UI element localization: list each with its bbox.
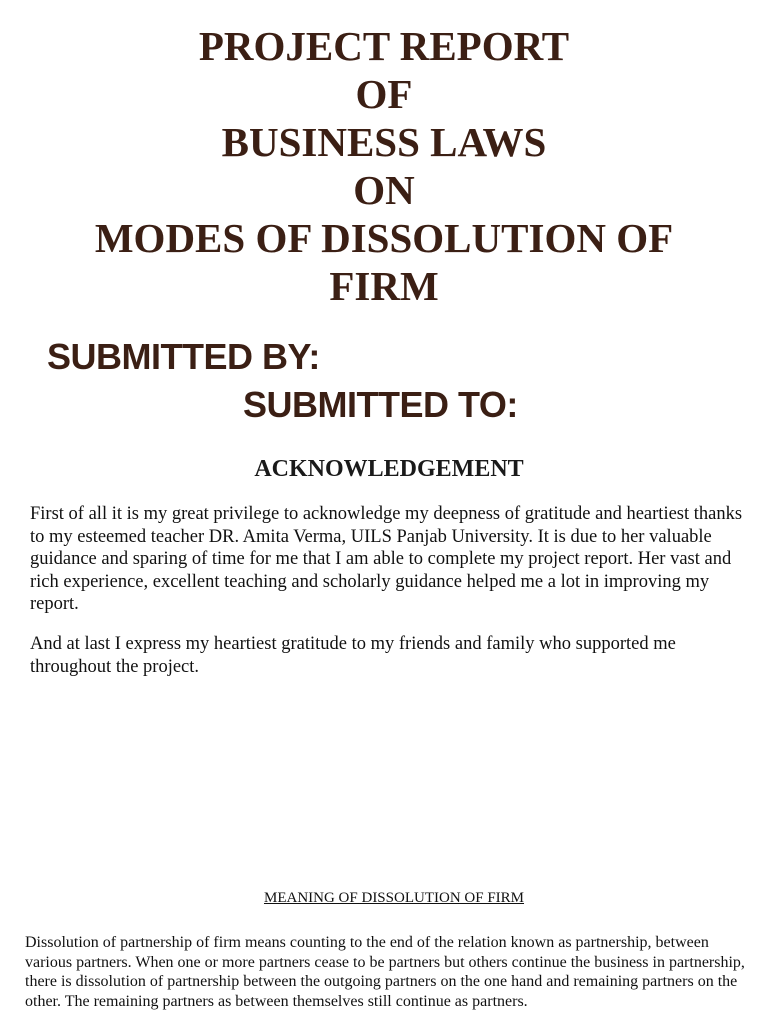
title-line-5: MODES OF DISSOLUTION OF	[94, 215, 674, 261]
meaning-heading: MEANING OF DISSOLUTION OF FIRM	[263, 890, 525, 906]
title-line-1: PROJECT REPORT	[198, 23, 570, 69]
title-line-6: FIRM	[329, 263, 439, 309]
acknowledgement-paragraph-2: And at last I express my heartiest gratitude to my friends and family who supported me throughout the project.	[30, 634, 676, 677]
acknowledgement-paragraph-1: First of all it is my great privilege to acknowledge my deepness of gratitude and heartiest thanks to my esteemed teacher DR. Amita Verma, UILS Panjab University. It is due to her valuable guidance and sparing of time for me that I am able to complete my project report. Her vast and rich experience, excellent teaching and scholarly guidance helped me a lot in improving my report.	[30, 504, 743, 614]
title-line-3: BUSINESS LAWS	[221, 119, 547, 165]
meaning-paragraph: Dissolution of partnership of firm means counting to the end of the relation known as partnership, between various partners. When one or more partners cease to be partners but others continue the business in partnership, there is dissolution of partnership between the outgoing partners on the one hand and remaining partners on the other. The remaining partners as between themselves still continue as partners.	[25, 934, 745, 1010]
submitted-by-label: SUBMITTED BY:	[47, 336, 320, 377]
title-line-2: OF	[355, 71, 413, 117]
submitted-to-label: SUBMITTED TO:	[243, 384, 518, 425]
title-line-4: ON	[353, 167, 415, 213]
report-title	[0, 22, 768, 310]
acknowledgement-heading: ACKNOWLEDGEMENT	[254, 456, 524, 482]
